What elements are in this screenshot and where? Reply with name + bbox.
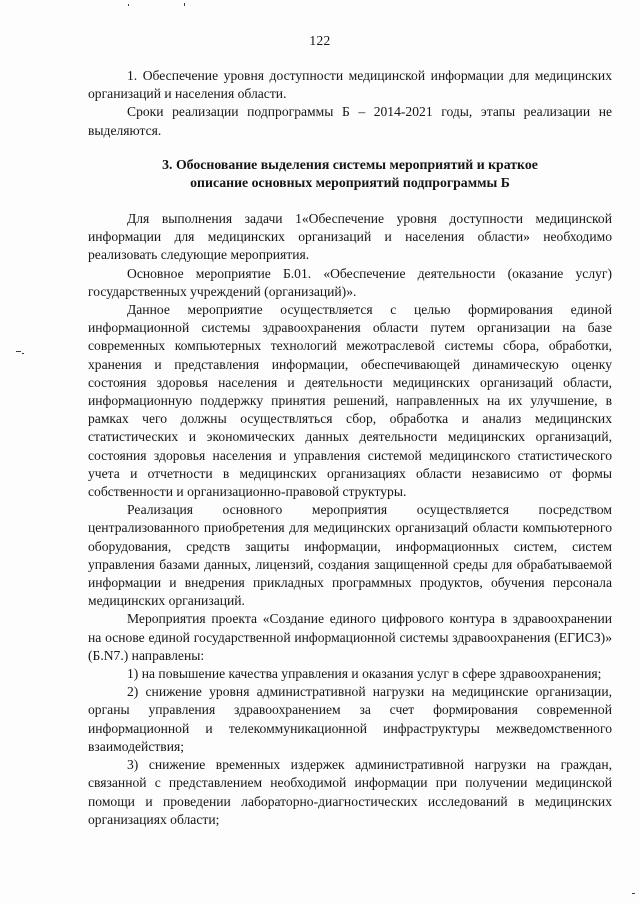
intro-block xyxy=(88,67,612,140)
list-item: 3) снижение временных издержек административной нагрузки на граждан, связанной с представлением необходимой информации при получении медицинской помощи и проведении лабораторно-диагностических исследований в медицинских организациях области; xyxy=(88,757,612,827)
paragraph: 1. Обеспечение уровня доступности медицинской информации для медицинских организаций и населения области. xyxy=(88,68,612,102)
paragraph: Для выполнения задачи 1«Обеспечение уровня доступности медицинской информации для медицинских организаций и населения области» необходимо реализовать следующие мероприятия. xyxy=(88,211,612,263)
list-item: 2) снижение уровня административной нагрузки на медицинские организации, органы управления здравоохранением за счет формирования современной информационной и телекоммуникационной инфраструктуры межведомственного взаимодействия; xyxy=(88,684,612,754)
section-heading xyxy=(88,156,612,193)
paragraph: Основное мероприятие Б.01. «Обеспечение деятельности (оказание услуг) государственных учреждений (организаций)». xyxy=(88,265,612,299)
section-heading-line: описание основных мероприятий подпрограммы Б xyxy=(190,175,510,191)
paragraph: Сроки реализации подпрограммы Б – 2014-2021 годы, этапы реализации не выделяются. xyxy=(88,104,612,138)
section-heading-line: 3. Обоснование выделения системы мероприятий и краткое xyxy=(162,157,538,172)
scan-speck xyxy=(22,353,24,354)
paragraph: Мероприятия проекта «Создание единого цифрового контура в здравоохранении на основе единой государственной информационной системы здравоохранения (ЕГИСЗ)» (Б.N7.) направлены: xyxy=(88,611,612,663)
paragraph: Реализация основного мероприятия осуществляется посредством централизованного приобретения для медицинских организаций области компьютерного оборудования, средств защиты информации, информационных систем, систем управления базами данных, лицензий, создания защищенной среды для обрабатываемой информации и внедрения прикладных программных продуктов, обучения персонала медицинских организаций. xyxy=(88,502,612,609)
section-body xyxy=(88,210,612,829)
page-number: 122 xyxy=(309,33,331,48)
scan-speck xyxy=(128,4,129,6)
scan-speck xyxy=(632,893,635,894)
scan-speck xyxy=(184,3,185,6)
list-item: 1) на повышение качества управления и оказания услуг в сфере здравоохранения; xyxy=(127,666,602,682)
paragraph: Данное мероприятие осуществляется с целью формирования единой информационной системы здравоохранения области путем организации на базе современных компьютерных технологий межотраслевой системы сбора, обработки, хранения и представления информации, обеспечивающей динамическую оценку состояния здоровья населения и деятельности медицинских организаций области, информационную поддержку принятия решений, направленных на их улучшение, в рамках чего должны осуществляться сбор, обработка и анализ медицинских статистических и экономических данных деятельности медицинских организаций, состояния здоровья населения и управления системой медицинского статистического учета и отчетности в медицинских организациях области независимо от формы собственности и организационно-правовой структуры. xyxy=(88,302,612,500)
scan-speck xyxy=(16,351,21,352)
